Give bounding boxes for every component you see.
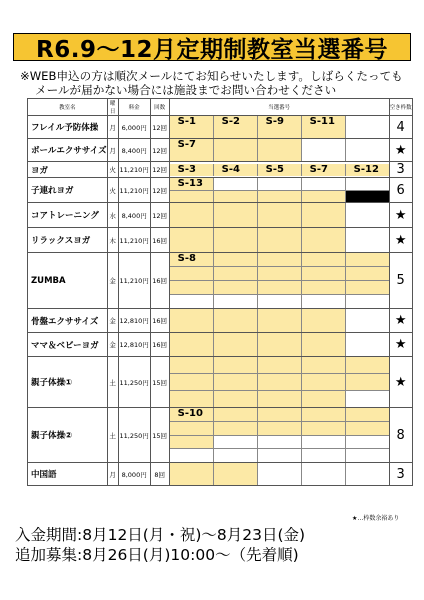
table-header-row [28, 99, 413, 116]
seat-slot [346, 267, 389, 280]
table-row [28, 178, 413, 203]
remaining-count: 6 [389, 178, 412, 203]
seat-row [170, 449, 389, 462]
class-count: 16回 [150, 253, 169, 309]
header-name: 教室名 [28, 99, 108, 116]
seat-row [170, 391, 389, 407]
seat-slot [302, 281, 346, 294]
class-name: リラックスヨガ [28, 228, 108, 253]
seat-row [170, 422, 389, 436]
seat-slot [170, 309, 214, 332]
class-day: 金 [107, 253, 118, 309]
table-row [28, 309, 413, 333]
winning-number: S-1 [170, 116, 214, 138]
seat-slot [346, 253, 389, 266]
seat-row [170, 178, 389, 191]
seat-slot [258, 295, 302, 308]
class-count: 16回 [150, 309, 169, 333]
seat-cell [169, 408, 389, 463]
seat-slot [346, 357, 389, 373]
class-name: 中国語 [28, 463, 108, 486]
seat-slot [302, 374, 346, 390]
seat-slot [214, 463, 258, 485]
seat-slot [170, 203, 214, 227]
seat-slot [214, 391, 258, 407]
seat-slot [214, 178, 258, 190]
class-fee: 8,000円 [118, 463, 150, 486]
class-day: 金 [107, 333, 118, 357]
seat-cell [169, 228, 389, 253]
notice-text [20, 70, 403, 97]
seat-row [170, 357, 389, 374]
seat-slot [258, 267, 302, 280]
class-count: 15回 [150, 357, 169, 408]
winning-number: S-7 [170, 139, 214, 161]
class-day: 月 [107, 463, 118, 486]
header-numbers: 当選番号 [169, 99, 389, 116]
seat-cell [169, 203, 389, 228]
seat-slot [302, 463, 346, 485]
seat-slot [214, 422, 258, 435]
seat-slot [214, 333, 258, 356]
seat-slot [346, 295, 389, 308]
class-day: 火 [107, 178, 118, 203]
class-day: 月 [107, 116, 118, 139]
class-name: フレイル予防体操 [28, 116, 108, 139]
seat-slot [258, 281, 302, 294]
seat-slot [214, 309, 258, 332]
seat-slot [302, 178, 346, 190]
seat-row [170, 463, 389, 485]
seat-slot [214, 203, 258, 227]
class-count: 12回 [150, 162, 169, 178]
class-count: 8回 [150, 463, 169, 486]
class-fee: 11,210円 [118, 228, 150, 253]
page-title: R6.9～12月定期制教室当選番号 [13, 33, 411, 61]
seat-slot [214, 449, 258, 462]
class-count: 12回 [150, 203, 169, 228]
seat-row [170, 408, 389, 422]
class-name: 親子体操① [28, 357, 108, 408]
class-count: 12回 [150, 116, 169, 139]
seat-slot [170, 391, 214, 407]
seat-row [170, 436, 389, 450]
winning-number: S-11 [302, 116, 346, 138]
class-name: ボールエクササイズ [28, 139, 108, 162]
seat-slot [258, 422, 302, 435]
seat-slot [170, 436, 214, 449]
winning-number: S-7 [302, 164, 346, 176]
class-fee: 8,400円 [118, 139, 150, 162]
header-fee: 料金 [118, 99, 150, 116]
seat-slot [214, 253, 258, 266]
seat-slot [346, 191, 389, 202]
remaining-count: ★ [389, 228, 412, 253]
class-fee: 11,210円 [118, 162, 150, 178]
seat-slot [302, 191, 346, 202]
notice-line-2: メールが届かない場合には施設までお問い合わせください [35, 82, 337, 97]
seat-slot [258, 228, 302, 252]
seat-slot [170, 295, 214, 308]
remaining-count: ★ [389, 309, 412, 333]
table-row [28, 333, 413, 357]
table-row [28, 203, 413, 228]
seat-cell [169, 139, 389, 162]
seat-slot [302, 203, 346, 227]
class-day: 土 [107, 408, 118, 463]
class-fee: 12,810円 [118, 309, 150, 333]
table-row [28, 357, 413, 408]
seat-row [170, 253, 389, 267]
seat-slot [302, 333, 346, 356]
class-count: 15回 [150, 408, 169, 463]
seat-cell [169, 116, 389, 139]
seat-slot [170, 357, 214, 373]
seat-row [170, 228, 389, 252]
seat-slot [258, 178, 302, 190]
seat-slot [302, 295, 346, 308]
seat-row [170, 374, 389, 391]
seat-slot [258, 436, 302, 449]
seat-slot [170, 449, 214, 462]
seat-slot [302, 408, 346, 421]
seat-slot [302, 357, 346, 373]
seat-row [170, 333, 389, 356]
seat-slot [346, 178, 389, 190]
seat-row [170, 267, 389, 281]
seat-row [170, 191, 389, 202]
seat-slot [258, 408, 302, 421]
remaining-count: 3 [389, 463, 412, 486]
seat-slot [346, 309, 389, 332]
remaining-count: 5 [389, 253, 412, 309]
seat-row [170, 295, 389, 308]
class-fee: 12,810円 [118, 333, 150, 357]
seat-slot [258, 333, 302, 356]
class-name: 骨盤エクササイズ [28, 309, 108, 333]
class-count: 16回 [150, 333, 169, 357]
seat-slot [258, 357, 302, 373]
seat-slot [302, 253, 346, 266]
class-fee: 8,400円 [118, 203, 150, 228]
seat-cell [169, 253, 389, 309]
table-row [28, 408, 413, 463]
winning-number: S-9 [258, 116, 302, 138]
table-row [28, 162, 413, 178]
seat-slot [258, 391, 302, 407]
class-name: 親子体操② [28, 408, 108, 463]
seat-slot [346, 116, 389, 138]
class-fee: 6,000円 [118, 116, 150, 139]
seat-slot [258, 374, 302, 390]
seat-slot [258, 139, 302, 161]
seat-slot [170, 191, 214, 202]
table-row [28, 463, 413, 486]
seat-slot [170, 281, 214, 294]
class-day: 土 [107, 357, 118, 408]
seat-slot [214, 191, 258, 202]
seat-slot [346, 436, 389, 449]
seat-slot [346, 139, 389, 161]
seat-slot [302, 228, 346, 252]
seat-slot [170, 228, 214, 252]
class-fee: 11,250円 [118, 408, 150, 463]
remaining-count: 3 [389, 162, 412, 178]
class-day: 木 [107, 228, 118, 253]
class-count: 12回 [150, 139, 169, 162]
header-count: 回数 [150, 99, 169, 116]
header-day: 曜日 [107, 99, 118, 116]
seat-row [170, 309, 389, 332]
seat-row [170, 139, 389, 161]
class-day: 月 [107, 139, 118, 162]
winning-number: S-3 [170, 164, 214, 176]
seat-cell [169, 178, 389, 203]
seat-slot [214, 228, 258, 252]
payment-period: 入金期間:8月12日(月・祝)～8月23日(金) [15, 526, 306, 544]
seat-slot [302, 391, 346, 407]
winning-number: S-5 [258, 164, 302, 176]
class-name: ZUMBA [28, 253, 108, 309]
seat-slot [214, 357, 258, 373]
seat-slot [258, 253, 302, 266]
additional-recruitment: 追加募集:8月26日(月)10:00～（先着順) [15, 546, 299, 564]
class-count: 12回 [150, 178, 169, 203]
footer [15, 525, 305, 565]
seat-slot [302, 267, 346, 280]
seat-slot [214, 139, 258, 161]
seat-slot [346, 463, 389, 485]
seat-row [170, 281, 389, 295]
seat-row [170, 203, 389, 227]
class-name: コアトレーニング [28, 203, 108, 228]
class-count: 16回 [150, 228, 169, 253]
seat-slot [302, 422, 346, 435]
remaining-count: 4 [389, 116, 412, 139]
seat-slot [170, 422, 214, 435]
remaining-count: 8 [389, 408, 412, 463]
class-fee: 11,210円 [118, 253, 150, 309]
legend-note: ★…枠数余裕あり [352, 515, 400, 522]
seat-slot [258, 463, 302, 485]
seat-slot [170, 374, 214, 390]
seat-cell [169, 357, 389, 408]
table-row [28, 228, 413, 253]
seat-slot [346, 408, 389, 421]
remaining-count: ★ [389, 357, 412, 408]
winning-number: S-8 [170, 253, 214, 266]
seat-slot [170, 267, 214, 280]
table-row [28, 116, 413, 139]
seat-cell [169, 309, 389, 333]
seat-slot [214, 374, 258, 390]
seat-slot [258, 203, 302, 227]
class-day: 水 [107, 203, 118, 228]
class-fee: 11,210円 [118, 178, 150, 203]
class-name: ママ＆ベビーヨガ [28, 333, 108, 357]
seat-slot [346, 422, 389, 435]
results-table [27, 98, 413, 486]
seat-slot [302, 309, 346, 332]
seat-slot [170, 463, 214, 485]
winning-number: S-4 [214, 164, 258, 176]
seat-slot [346, 228, 389, 252]
remaining-count: ★ [389, 333, 412, 357]
seat-slot [258, 191, 302, 202]
remaining-count: ★ [389, 139, 412, 162]
winning-number: S-10 [170, 408, 214, 421]
seat-slot [346, 449, 389, 462]
notice-line-1: ※WEB申込の方は順次メールにてお知らせいたします。しばらくたっても [20, 69, 403, 83]
class-day: 金 [107, 309, 118, 333]
winning-number: S-2 [214, 116, 258, 138]
class-name: 子連れヨガ [28, 178, 108, 203]
seat-slot [346, 333, 389, 356]
class-fee: 11,250円 [118, 357, 150, 408]
seat-row [170, 164, 389, 176]
seat-slot [346, 374, 389, 390]
seat-slot [214, 281, 258, 294]
seat-slot [346, 281, 389, 294]
table-row [28, 139, 413, 162]
remaining-count: ★ [389, 203, 412, 228]
seat-slot [258, 309, 302, 332]
seat-slot [170, 333, 214, 356]
class-day: 火 [107, 162, 118, 178]
header-remaining: 空き枠数 [389, 99, 412, 116]
seat-slot [302, 436, 346, 449]
seat-cell [169, 463, 389, 486]
class-name: ヨガ [28, 162, 108, 178]
seat-slot [214, 436, 258, 449]
seat-cell [169, 333, 389, 357]
seat-slot [258, 449, 302, 462]
seat-slot [214, 267, 258, 280]
seat-slot [214, 295, 258, 308]
winning-number: S-12 [346, 164, 389, 176]
seat-slot [302, 449, 346, 462]
seat-cell [169, 162, 389, 178]
winning-number: S-13 [170, 178, 214, 190]
seat-slot [346, 391, 389, 407]
seat-row [170, 116, 389, 138]
seat-slot [302, 139, 346, 161]
seat-slot [214, 408, 258, 421]
table-row [28, 253, 413, 309]
seat-slot [346, 203, 389, 227]
